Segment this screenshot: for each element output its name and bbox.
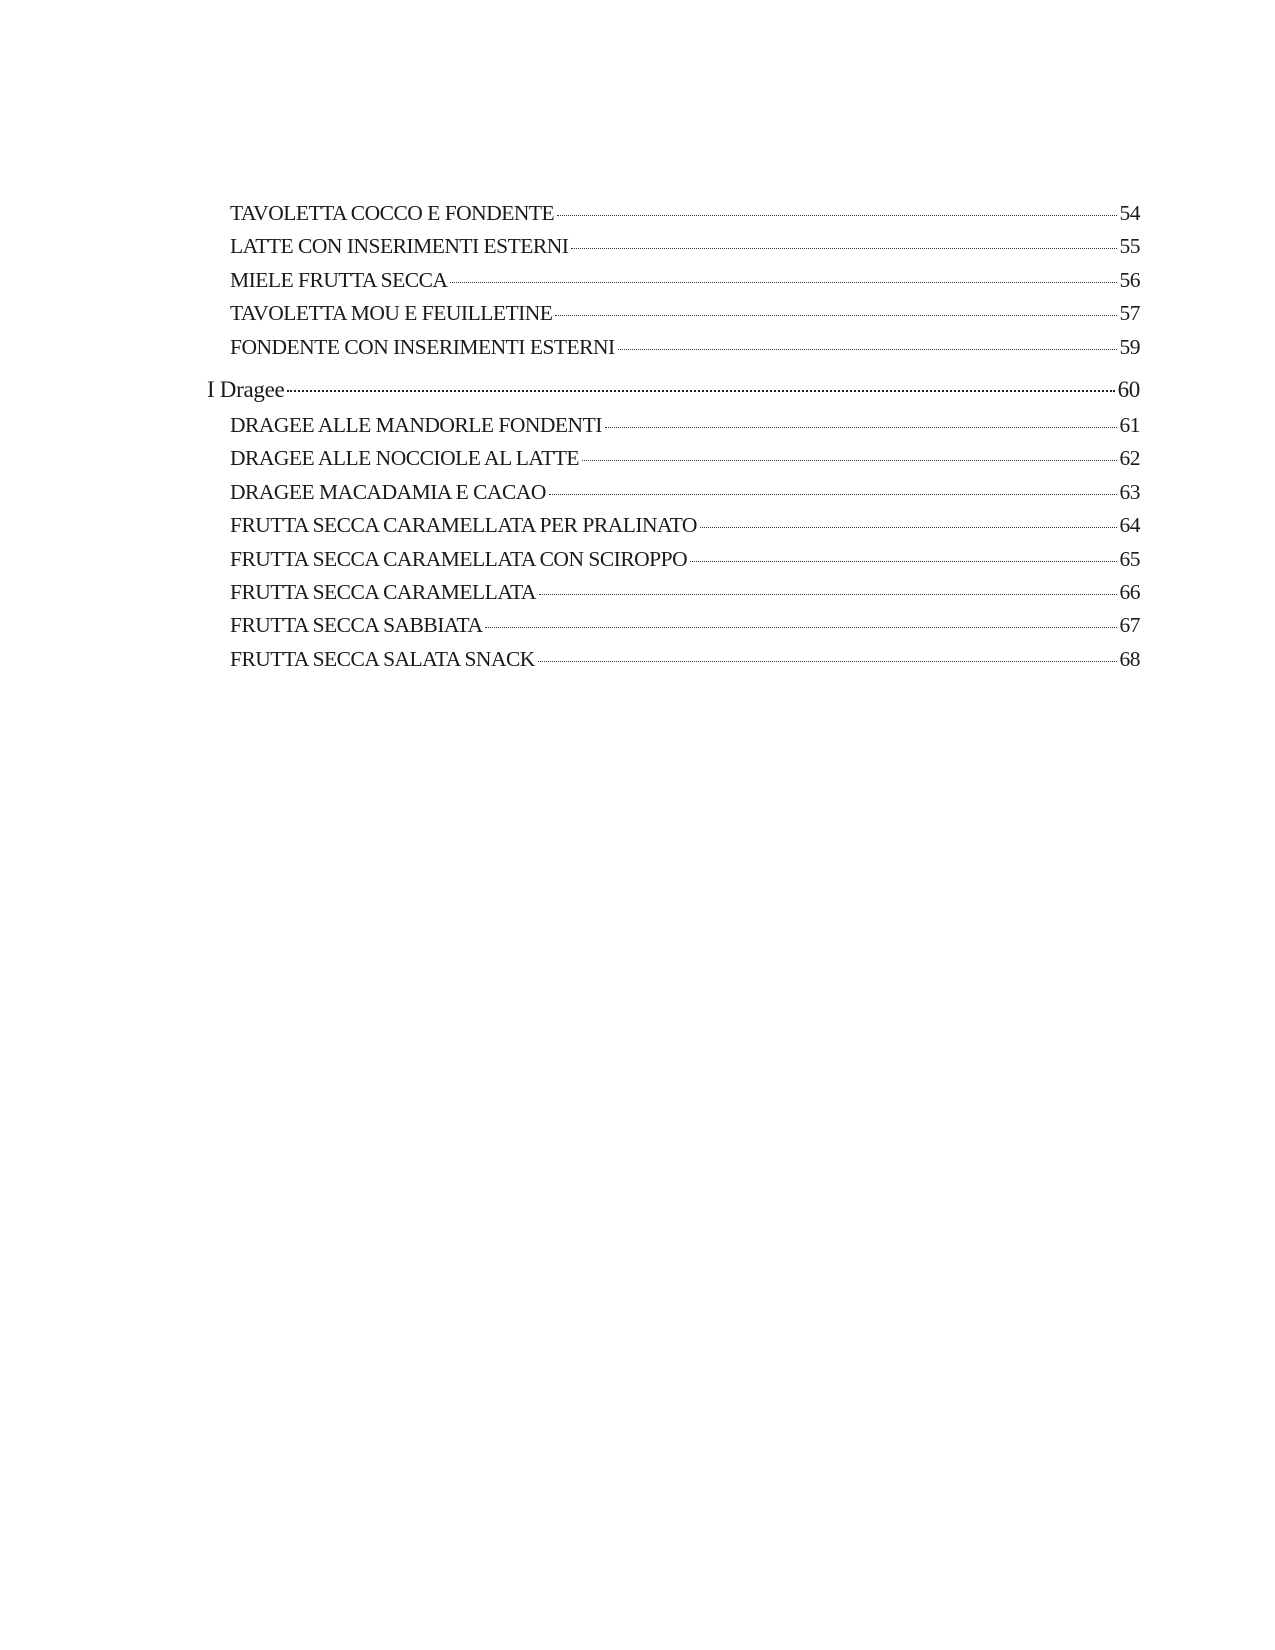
toc-entry-page: 63 <box>1119 479 1140 504</box>
toc-section-page: 60 <box>1117 377 1140 403</box>
toc-entry-title: FRUTTA SECCA CARAMELLATA <box>230 579 536 604</box>
toc-entry-page: 61 <box>1119 412 1140 437</box>
toc-entry-title: FONDENTE CON INSERIMENTI ESTERNI <box>230 334 615 359</box>
dot-leader <box>538 661 1117 662</box>
dot-leader <box>690 561 1116 562</box>
table-of-contents <box>207 201 1140 680</box>
toc-entry-title: DRAGEE MACADAMIA E CACAO <box>230 479 546 504</box>
dot-leader <box>582 460 1117 461</box>
toc-entry[interactable] <box>207 335 1140 368</box>
dot-leader <box>450 282 1116 283</box>
toc-entry-title: TAVOLETTA MOU E FEUILLETINE <box>230 301 553 326</box>
dot-leader <box>618 349 1117 350</box>
toc-entry-title: TAVOLETTA COCCO E FONDENTE <box>230 201 555 225</box>
toc-entry[interactable] <box>207 647 1140 680</box>
toc-entry[interactable] <box>207 547 1140 580</box>
dot-leader <box>485 627 1116 628</box>
toc-entry[interactable] <box>207 301 1140 334</box>
toc-entry-title: LATTE CON INSERIMENTI ESTERNI <box>230 234 569 259</box>
toc-entry-title: FRUTTA SECCA CARAMELLATA CON SCIROPPO <box>230 546 688 571</box>
toc-entry-page: 64 <box>1119 513 1140 538</box>
toc-entry-title: FRUTTA SECCA SALATA SNACK <box>230 646 535 671</box>
dot-leader <box>555 315 1116 316</box>
toc-entry-title: FRUTTA SECCA SABBIATA <box>230 613 483 638</box>
dot-leader <box>557 215 1116 216</box>
toc-entry-page: 65 <box>1119 546 1140 571</box>
toc-entry-title: DRAGEE ALLE NOCCIOLE AL LATTE <box>230 446 579 471</box>
toc-entry-page: 67 <box>1119 613 1140 638</box>
dot-leader <box>287 390 1114 392</box>
dot-leader <box>539 594 1117 595</box>
toc-entry[interactable] <box>207 234 1140 267</box>
toc-entry[interactable] <box>207 580 1140 613</box>
toc-entry[interactable] <box>207 613 1140 646</box>
toc-entry-page: 66 <box>1119 579 1140 604</box>
toc-entry[interactable] <box>207 480 1140 513</box>
toc-entry[interactable] <box>207 268 1140 301</box>
toc-entry-title: MIELE FRUTTA SECCA <box>230 267 448 292</box>
toc-entry-page: 68 <box>1119 646 1140 671</box>
toc-entry[interactable] <box>207 413 1140 446</box>
toc-entry-title: FRUTTA SECCA CARAMELLATA PER PRALINATO <box>230 513 697 538</box>
toc-entry-page: 56 <box>1119 267 1140 292</box>
toc-entry-title: DRAGEE ALLE MANDORLE FONDENTI <box>230 412 602 437</box>
dot-leader <box>571 248 1116 249</box>
toc-section-title: I Dragee <box>207 377 285 403</box>
toc-entry[interactable] <box>207 201 1140 234</box>
dot-leader <box>549 494 1117 495</box>
toc-entry-page: 55 <box>1119 234 1140 259</box>
toc-entry[interactable] <box>207 446 1140 479</box>
toc-entry-page: 57 <box>1119 301 1140 326</box>
toc-entry-page: 54 <box>1119 201 1140 225</box>
toc-entry-page: 59 <box>1119 334 1140 359</box>
toc-entry[interactable] <box>207 513 1140 546</box>
toc-section-entry[interactable] <box>207 368 1140 413</box>
dot-leader <box>700 527 1117 528</box>
dot-leader <box>605 427 1117 428</box>
toc-entry-page: 62 <box>1119 446 1140 471</box>
